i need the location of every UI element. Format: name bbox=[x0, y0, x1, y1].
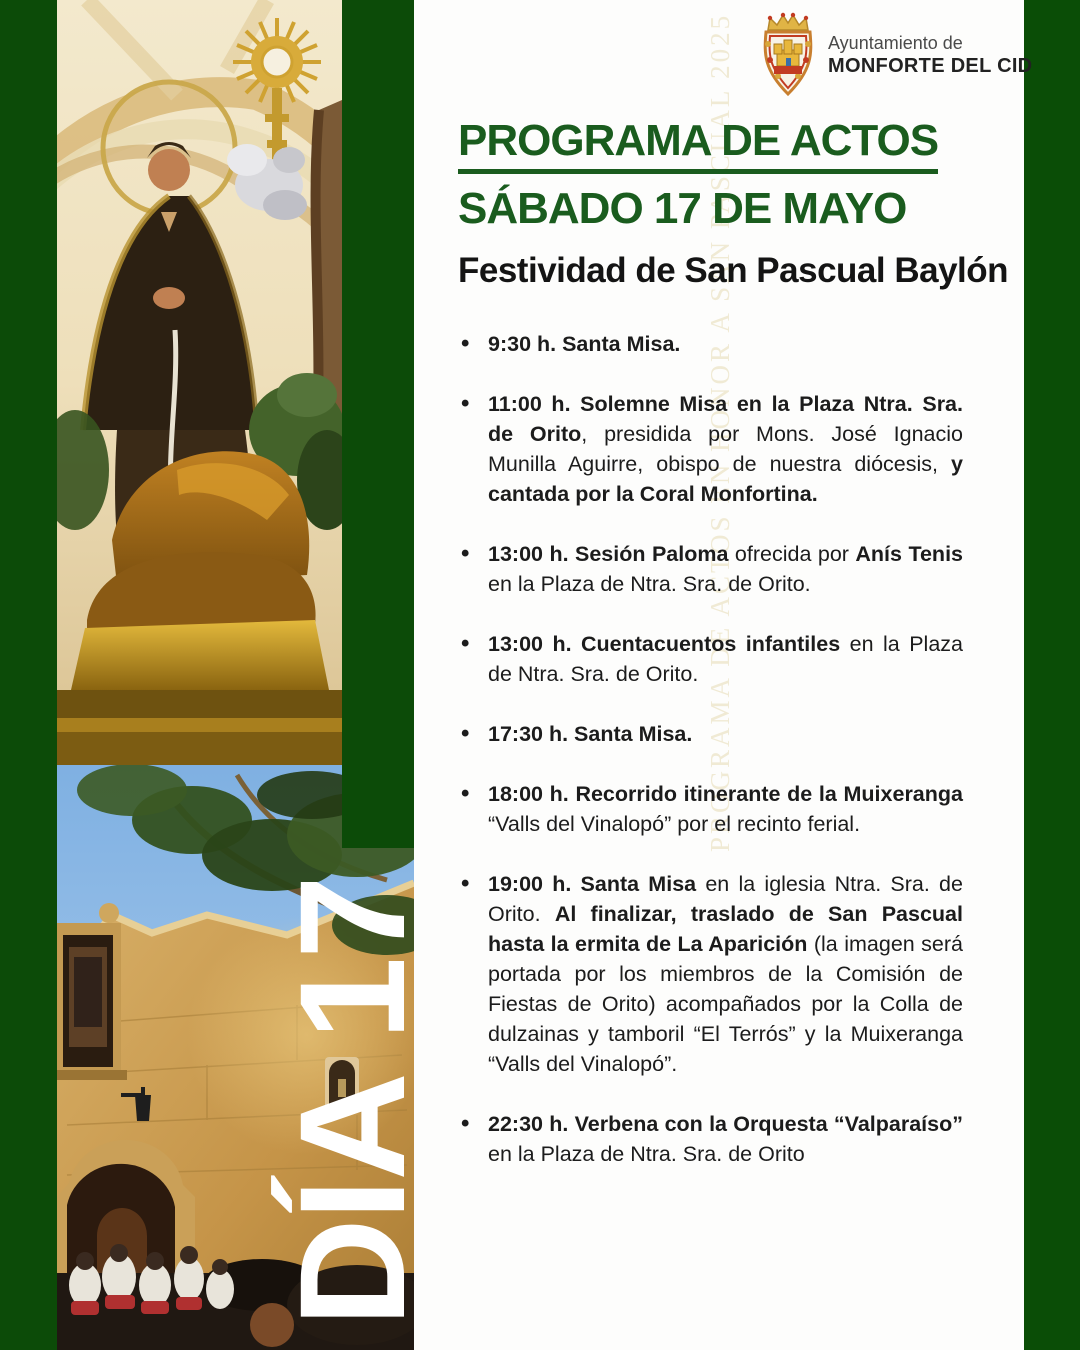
day-overlay-label: DÍA 17 bbox=[268, 877, 436, 1327]
event-text: ofrecida por bbox=[728, 542, 856, 566]
event-item bbox=[458, 539, 963, 599]
event-text: “Valls del Vinalopó” por el recinto ferial. bbox=[488, 812, 861, 836]
town-hall-logo bbox=[760, 12, 1032, 98]
poster-subtitle: SÁBADO 17 DE MAYO bbox=[458, 184, 907, 233]
balcony-banner bbox=[57, 923, 127, 1080]
poster-tagline: Festividad de San Pascual Baylón bbox=[458, 251, 1009, 290]
golden-base bbox=[57, 620, 342, 765]
event-item bbox=[458, 629, 963, 689]
event-text-bold: 11:00 h. Solemne Misa en la Plaza Ntra. Sra. de Orito bbox=[488, 392, 963, 446]
logo-org-line2: MONFORTE DEL CID bbox=[828, 55, 1033, 77]
statue-photo-art bbox=[57, 0, 342, 765]
side-banner-text: PROGRAMA DE ACTOS EN HONOR A SAN PASCUAL 2025 bbox=[705, 12, 735, 852]
event-text: en la Plaza de Ntra. Sra. de Orito bbox=[488, 1142, 805, 1166]
event-item bbox=[458, 719, 963, 749]
event-text-bold: 17:30 h. Santa Misa. bbox=[488, 722, 693, 746]
event-text-bold: 18:00 h. Recorrido itinerante de la Muixeranga bbox=[488, 782, 963, 806]
event-text-bold: 13:00 h. Cuentacuentos infantiles bbox=[488, 632, 841, 656]
logo-org-line1: Ayuntamiento de bbox=[828, 33, 963, 53]
event-text: en la iglesia Ntra. Sra. de Orito. bbox=[488, 872, 963, 926]
statue-photo bbox=[57, 0, 342, 765]
event-text: en la Plaza de Ntra. Sra. de Orito. bbox=[488, 572, 811, 596]
event-text-bold: y cantada por la Coral Monfortina. bbox=[488, 452, 963, 506]
logo-text bbox=[828, 32, 1032, 78]
event-text: en la Plaza de Ntra. Sra. de Orito. bbox=[488, 632, 963, 686]
poster-title: PROGRAMA DE ACTOS bbox=[458, 118, 938, 174]
event-text-bold: 19:00 h. Santa Misa bbox=[488, 872, 697, 896]
left-green-border bbox=[0, 0, 57, 1350]
event-item bbox=[458, 389, 963, 509]
event-text-bold: Al finalizar, traslado de San Pascual hasta la ermita de La Aparición bbox=[488, 902, 963, 956]
castle bbox=[774, 40, 802, 74]
right-green-border bbox=[1024, 0, 1080, 1350]
event-text: (la imagen será portada por los miembros de la Comisión de Fiestas de Orito) acompañados por la Colla de dulzainas y tamboril “El Terrós” y la Muixeranga “Valls del Vinalopó”. bbox=[488, 932, 964, 1076]
event-item bbox=[458, 779, 963, 839]
coat-of-arms-icon bbox=[760, 12, 816, 98]
event-item bbox=[458, 1109, 963, 1169]
event-text-bold: Anís Tenis bbox=[855, 542, 963, 566]
event-text-bold: 9:30 h. Santa Misa. bbox=[488, 332, 681, 356]
crown bbox=[768, 13, 808, 30]
shield bbox=[765, 32, 811, 94]
event-item bbox=[458, 329, 963, 359]
events-list bbox=[458, 329, 963, 1199]
event-text-bold: 22:30 h. Verbena con la Orquesta “Valparaíso” bbox=[488, 1112, 963, 1136]
event-text-bold: 13:00 h. Sesión Paloma bbox=[488, 542, 729, 566]
event-text: , presidida por Mons. José Ignacio Munilla Aguirre, obispo de nuestra diócesis, bbox=[488, 422, 963, 476]
event-item bbox=[458, 869, 963, 1079]
